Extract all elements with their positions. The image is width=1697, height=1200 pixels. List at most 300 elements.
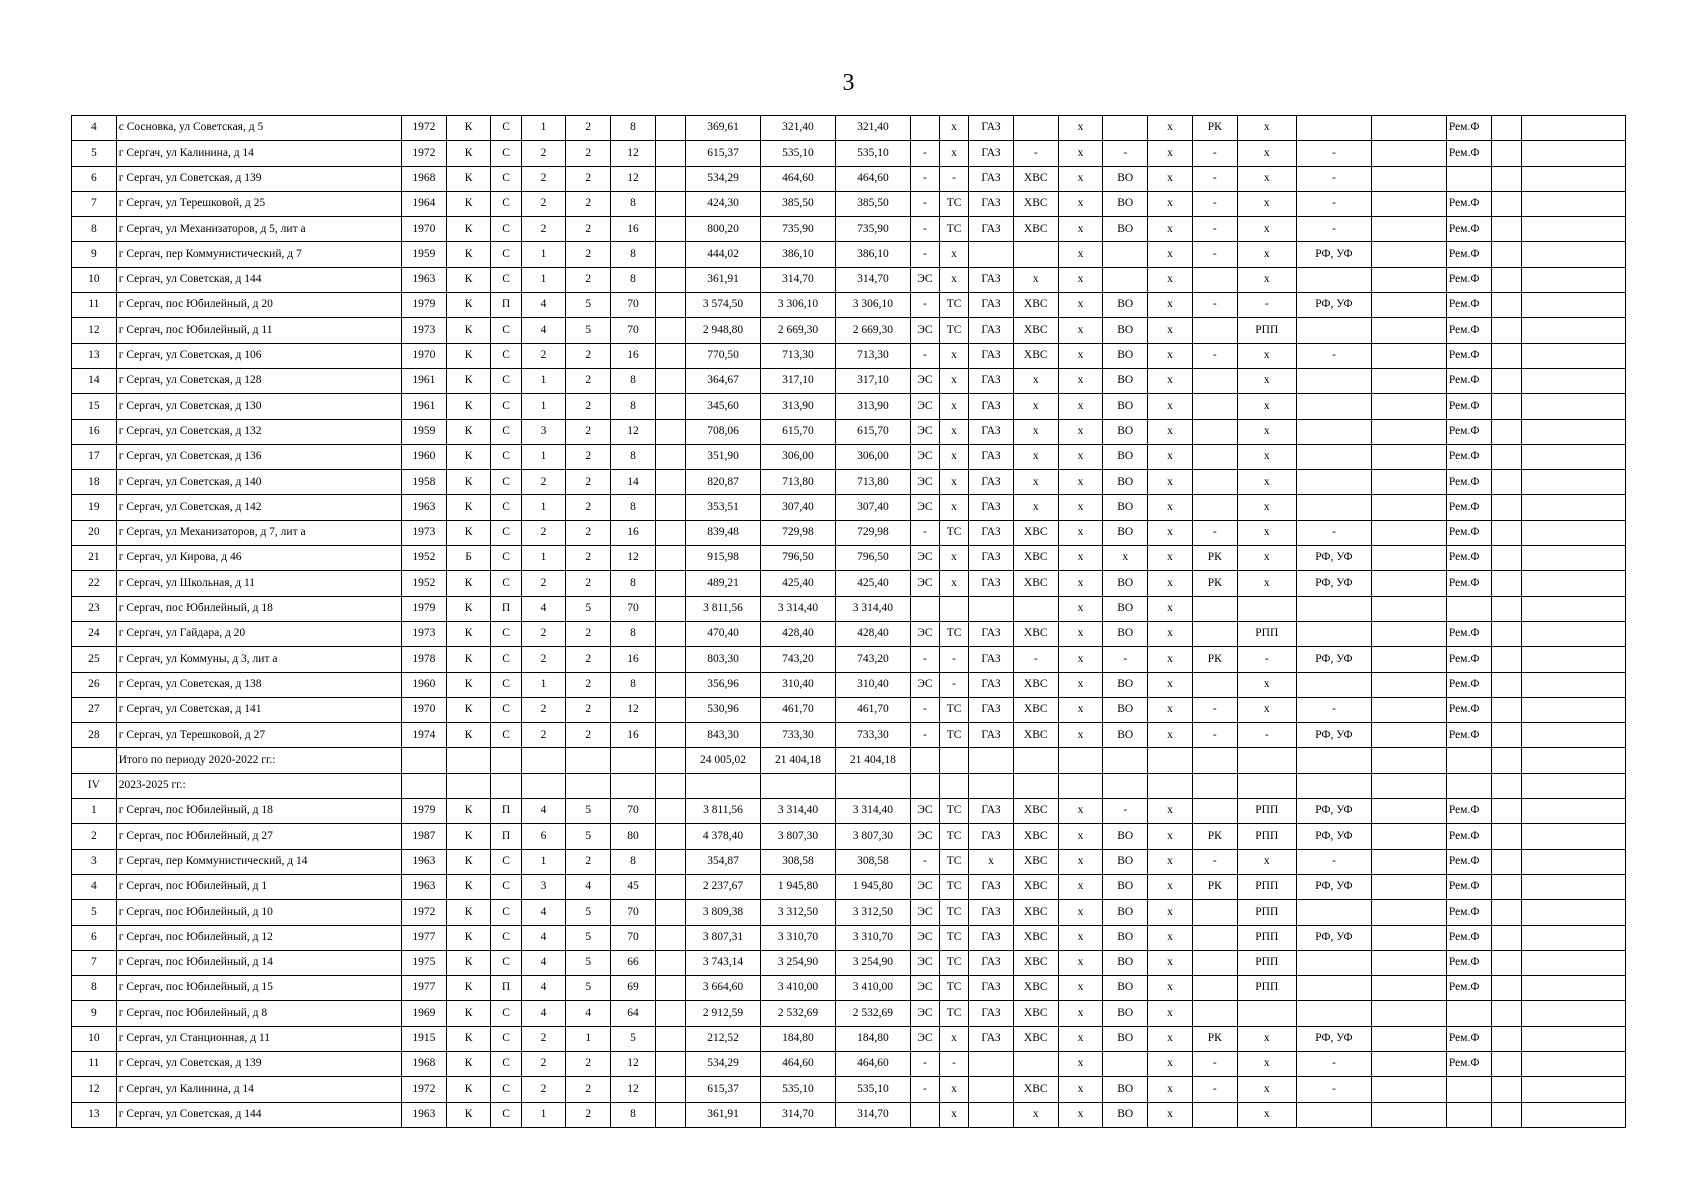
table-cell bbox=[655, 267, 685, 292]
table-cell: IV bbox=[72, 773, 117, 798]
table-cell: 4 bbox=[521, 925, 566, 950]
table-cell: х bbox=[1013, 1102, 1058, 1127]
table-cell: 317,10 bbox=[835, 368, 910, 393]
table-cell bbox=[1013, 116, 1058, 141]
table-cell: 2 bbox=[566, 141, 611, 166]
table-cell bbox=[655, 444, 685, 469]
table-cell: ЭС bbox=[910, 1026, 939, 1051]
table-row bbox=[72, 520, 1626, 545]
table-cell: К bbox=[446, 723, 491, 748]
table-cell bbox=[1491, 444, 1521, 469]
table-cell: 1963 bbox=[401, 267, 446, 292]
table-cell: ЭС bbox=[910, 571, 939, 596]
table-cell bbox=[939, 773, 968, 798]
table-cell: 1915 bbox=[401, 1026, 446, 1051]
table-cell: 7 bbox=[72, 950, 117, 975]
table-cell: 353,51 bbox=[686, 495, 761, 520]
table-cell: х bbox=[1058, 950, 1103, 975]
table-cell bbox=[1103, 267, 1148, 292]
table-cell: Рем.Ф bbox=[1446, 799, 1491, 824]
table-cell bbox=[1371, 318, 1446, 343]
table-cell bbox=[655, 976, 685, 1001]
table-cell: с Сосновка, ул Советская, д 5 bbox=[116, 116, 401, 141]
table-cell bbox=[1521, 470, 1625, 495]
table-cell: 385,50 bbox=[760, 191, 835, 216]
table-cell: 2 bbox=[566, 419, 611, 444]
table-cell bbox=[969, 242, 1014, 267]
table-cell: РПП bbox=[1237, 824, 1296, 849]
table-cell bbox=[1371, 546, 1446, 571]
table-cell: 21 404,18 bbox=[760, 748, 835, 773]
table-cell: ХВС bbox=[1013, 950, 1058, 975]
table-cell: К bbox=[446, 116, 491, 141]
table-cell: ГАЗ bbox=[969, 546, 1014, 571]
table-cell bbox=[1371, 116, 1446, 141]
table-cell: 3 312,50 bbox=[760, 900, 835, 925]
table-cell bbox=[1192, 748, 1237, 773]
table-cell bbox=[655, 647, 685, 672]
table-cell: 317,10 bbox=[760, 368, 835, 393]
table-cell: х bbox=[1013, 267, 1058, 292]
table-cell: С bbox=[491, 950, 521, 975]
table-cell: - bbox=[1192, 1077, 1237, 1102]
table-cell: 1 945,80 bbox=[760, 874, 835, 899]
table-cell: 2 bbox=[521, 520, 566, 545]
table-cell bbox=[1521, 166, 1625, 191]
table-cell bbox=[1491, 874, 1521, 899]
table-cell: - bbox=[1192, 1051, 1237, 1076]
table-cell: г Сергач, ул Советская, д 128 bbox=[116, 368, 401, 393]
table-cell bbox=[910, 748, 939, 773]
table-cell: х bbox=[1237, 672, 1296, 697]
table-cell: х bbox=[1058, 242, 1103, 267]
table-cell bbox=[1371, 773, 1446, 798]
table-cell: Рем.Ф bbox=[1446, 900, 1491, 925]
table-cell: - bbox=[1296, 849, 1371, 874]
table-cell: К bbox=[446, 242, 491, 267]
table-cell: К bbox=[446, 318, 491, 343]
table-cell: 729,98 bbox=[760, 520, 835, 545]
table-cell: 70 bbox=[611, 900, 656, 925]
table-cell: 2023-2025 гг.: bbox=[116, 773, 401, 798]
table-cell: ХВС bbox=[1013, 546, 1058, 571]
table-cell: ВО bbox=[1103, 1077, 1148, 1102]
table-cell: г Сергач, ул Советская, д 130 bbox=[116, 394, 401, 419]
table-cell: С bbox=[491, 191, 521, 216]
table-cell: г Сергач, ул Механизаторов, д 5, лит а bbox=[116, 217, 401, 242]
table-cell: х bbox=[1148, 394, 1193, 419]
table-cell: х bbox=[969, 849, 1014, 874]
table-cell bbox=[655, 368, 685, 393]
table-cell: г Сергач, пос Юбилейный, д 15 bbox=[116, 976, 401, 1001]
table-cell: - bbox=[1192, 191, 1237, 216]
table-cell bbox=[1296, 470, 1371, 495]
table-cell: - bbox=[939, 1051, 968, 1076]
table-cell bbox=[1192, 267, 1237, 292]
table-cell bbox=[1491, 419, 1521, 444]
table-cell bbox=[1521, 874, 1625, 899]
table-cell: 184,80 bbox=[760, 1026, 835, 1051]
table-cell: 1963 bbox=[401, 849, 446, 874]
table-cell: ВО bbox=[1103, 621, 1148, 646]
table-cell: К bbox=[446, 419, 491, 444]
table-cell: 1970 bbox=[401, 217, 446, 242]
table-cell: П bbox=[491, 799, 521, 824]
table-cell: - bbox=[910, 166, 939, 191]
table-row bbox=[72, 267, 1626, 292]
table-cell: г Сергач, пос Юбилейный, д 14 bbox=[116, 950, 401, 975]
table-cell: х bbox=[1237, 141, 1296, 166]
table-cell: - bbox=[1192, 723, 1237, 748]
table-cell: х bbox=[1237, 546, 1296, 571]
table-row bbox=[72, 621, 1626, 646]
table-cell: 713,30 bbox=[835, 343, 910, 368]
table-cell bbox=[655, 546, 685, 571]
table-cell bbox=[1521, 318, 1625, 343]
table-cell: ВО bbox=[1103, 596, 1148, 621]
table-cell bbox=[1521, 824, 1625, 849]
table-cell bbox=[446, 748, 491, 773]
table-cell: г Сергач, пос Юбилейный, д 12 bbox=[116, 925, 401, 950]
table-row bbox=[72, 647, 1626, 672]
table-cell bbox=[1192, 799, 1237, 824]
table-cell: К bbox=[446, 672, 491, 697]
table-cell: 9 bbox=[72, 1001, 117, 1026]
table-cell: х bbox=[1237, 697, 1296, 722]
table-cell: 2 237,67 bbox=[686, 874, 761, 899]
table-cell bbox=[521, 773, 566, 798]
table-cell: П bbox=[491, 824, 521, 849]
table-cell: г Сергач, пер Коммунистический, д 7 bbox=[116, 242, 401, 267]
table-cell: Рем.Ф bbox=[1446, 950, 1491, 975]
table-cell: х bbox=[1058, 1001, 1103, 1026]
table-cell: 1972 bbox=[401, 900, 446, 925]
table-cell bbox=[1296, 976, 1371, 1001]
table-cell: 3 743,14 bbox=[686, 950, 761, 975]
table-cell bbox=[655, 950, 685, 975]
table-cell: 8 bbox=[611, 394, 656, 419]
table-cell: 1963 bbox=[401, 1102, 446, 1127]
table-cell: 16 bbox=[611, 520, 656, 545]
table-cell bbox=[1192, 318, 1237, 343]
table-cell bbox=[1296, 596, 1371, 621]
table-cell bbox=[1192, 950, 1237, 975]
table-cell bbox=[1491, 217, 1521, 242]
table-cell: х bbox=[1237, 1077, 1296, 1102]
table-cell bbox=[655, 394, 685, 419]
table-cell: г Сергач, ул Советская, д 106 bbox=[116, 343, 401, 368]
table-cell bbox=[1371, 976, 1446, 1001]
table-cell: 12 bbox=[72, 318, 117, 343]
table-cell: 21 bbox=[72, 546, 117, 571]
table-cell: К bbox=[446, 141, 491, 166]
table-row bbox=[72, 1051, 1626, 1076]
table-cell bbox=[1296, 368, 1371, 393]
table-cell bbox=[1521, 596, 1625, 621]
table-cell: Рем.Ф bbox=[1446, 672, 1491, 697]
table-cell: РФ, УФ bbox=[1296, 799, 1371, 824]
table-cell: К bbox=[446, 217, 491, 242]
table-cell bbox=[401, 748, 446, 773]
table-cell: 1952 bbox=[401, 546, 446, 571]
table-cell: РК bbox=[1192, 647, 1237, 672]
table-cell: РФ, УФ bbox=[1296, 293, 1371, 318]
table-cell: 8 bbox=[611, 672, 656, 697]
table-cell: 2 bbox=[566, 368, 611, 393]
table-cell: 16 bbox=[611, 647, 656, 672]
table-cell: РК bbox=[1192, 874, 1237, 899]
table-cell: ТС bbox=[939, 217, 968, 242]
table-cell: ЭС bbox=[910, 976, 939, 1001]
table-cell bbox=[655, 1102, 685, 1127]
table-cell: х bbox=[1013, 419, 1058, 444]
table-cell: 5 bbox=[566, 976, 611, 1001]
table-cell bbox=[1491, 116, 1521, 141]
table-cell: х bbox=[1237, 444, 1296, 469]
table-cell bbox=[1491, 242, 1521, 267]
table-cell: ЭС bbox=[910, 368, 939, 393]
table-cell: 8 bbox=[611, 571, 656, 596]
table-cell bbox=[1491, 343, 1521, 368]
table-cell: 3 310,70 bbox=[760, 925, 835, 950]
table-cell bbox=[1491, 647, 1521, 672]
table-cell: 70 bbox=[611, 293, 656, 318]
table-cell: ТС bbox=[939, 976, 968, 1001]
table-cell bbox=[1521, 495, 1625, 520]
table-cell bbox=[1371, 368, 1446, 393]
table-cell bbox=[969, 1102, 1014, 1127]
table-cell bbox=[1148, 773, 1193, 798]
table-cell: х bbox=[1058, 141, 1103, 166]
table-cell: 386,10 bbox=[760, 242, 835, 267]
table-cell bbox=[1491, 976, 1521, 1001]
table-cell: 1961 bbox=[401, 394, 446, 419]
table-cell bbox=[655, 343, 685, 368]
table-cell: 535,10 bbox=[760, 141, 835, 166]
table-cell: х bbox=[939, 242, 968, 267]
table-cell: С bbox=[491, 1026, 521, 1051]
table-cell bbox=[1192, 419, 1237, 444]
table-cell: 2 bbox=[566, 191, 611, 216]
table-cell: 5 bbox=[566, 824, 611, 849]
table-cell: х bbox=[1237, 520, 1296, 545]
table-cell: ТС bbox=[939, 697, 968, 722]
table-cell: С bbox=[491, 697, 521, 722]
table-cell bbox=[655, 1051, 685, 1076]
table-cell bbox=[1521, 293, 1625, 318]
table-cell bbox=[1371, 697, 1446, 722]
table-cell: 1987 bbox=[401, 824, 446, 849]
table-cell: ТС bbox=[939, 318, 968, 343]
table-cell bbox=[1296, 900, 1371, 925]
table-cell: 2 bbox=[521, 1026, 566, 1051]
table-cell bbox=[1371, 394, 1446, 419]
table-cell: г Сергач, ул Станционная, д 11 bbox=[116, 1026, 401, 1051]
table-cell: 3 314,40 bbox=[835, 596, 910, 621]
table-cell: С bbox=[491, 1102, 521, 1127]
table-cell: Рем.Ф bbox=[1446, 621, 1491, 646]
table-cell: 2 bbox=[566, 849, 611, 874]
table-cell bbox=[1013, 748, 1058, 773]
table-cell: ХВС bbox=[1013, 166, 1058, 191]
table-cell: 2 bbox=[566, 343, 611, 368]
table-cell bbox=[446, 773, 491, 798]
table-cell: 534,29 bbox=[686, 166, 761, 191]
table-cell: ЭС bbox=[910, 925, 939, 950]
table-row bbox=[72, 723, 1626, 748]
table-cell: 212,52 bbox=[686, 1026, 761, 1051]
table-cell: - bbox=[910, 1051, 939, 1076]
table-cell: 530,96 bbox=[686, 697, 761, 722]
table-cell: ВО bbox=[1103, 900, 1148, 925]
table-cell: ВО bbox=[1103, 1001, 1148, 1026]
table-cell bbox=[1371, 242, 1446, 267]
table-cell: - bbox=[1237, 647, 1296, 672]
table-cell: х bbox=[1058, 849, 1103, 874]
table-cell: 4 bbox=[566, 1001, 611, 1026]
table-cell: ТС bbox=[939, 293, 968, 318]
table-cell: 1 bbox=[521, 368, 566, 393]
table-cell: 2 bbox=[521, 470, 566, 495]
table-cell: 1964 bbox=[401, 191, 446, 216]
table-cell: ВО bbox=[1103, 874, 1148, 899]
table-cell: - bbox=[1192, 217, 1237, 242]
table-cell: х bbox=[1237, 368, 1296, 393]
table-cell: К bbox=[446, 1077, 491, 1102]
table-cell bbox=[1521, 723, 1625, 748]
table-cell: К bbox=[446, 1001, 491, 1026]
table-cell: ВО bbox=[1103, 571, 1148, 596]
table-cell bbox=[1371, 1001, 1446, 1026]
table-cell bbox=[1103, 116, 1148, 141]
table-cell: ХВС bbox=[1013, 1077, 1058, 1102]
table-cell: 5 bbox=[566, 925, 611, 950]
table-cell bbox=[1521, 697, 1625, 722]
table-cell: 2 bbox=[566, 267, 611, 292]
table-cell bbox=[1521, 1051, 1625, 1076]
table-cell: ГАЗ bbox=[969, 799, 1014, 824]
table-cell: 12 bbox=[611, 419, 656, 444]
table-cell: - bbox=[939, 647, 968, 672]
table-cell: 14 bbox=[72, 368, 117, 393]
table-cell: 4 bbox=[521, 596, 566, 621]
table-cell: РФ, УФ bbox=[1296, 723, 1371, 748]
table-cell: 2 bbox=[566, 166, 611, 191]
table-cell: - bbox=[1103, 141, 1148, 166]
table-cell: 2 bbox=[566, 217, 611, 242]
table-cell bbox=[1491, 773, 1521, 798]
table-cell: РФ, УФ bbox=[1296, 824, 1371, 849]
table-cell: ТС bbox=[939, 1001, 968, 1026]
table-cell: х bbox=[1237, 849, 1296, 874]
table-cell: ЭС bbox=[910, 621, 939, 646]
table-cell: - bbox=[910, 191, 939, 216]
table-cell: РПП bbox=[1237, 900, 1296, 925]
table-cell: 534,29 bbox=[686, 1051, 761, 1076]
table-cell: х bbox=[1148, 343, 1193, 368]
table-cell bbox=[1013, 242, 1058, 267]
table-cell: г Сергач, ул Советская, д 140 bbox=[116, 470, 401, 495]
table-cell: С bbox=[491, 723, 521, 748]
table-cell bbox=[1521, 1077, 1625, 1102]
table-cell: г Сергач, ул Советская, д 139 bbox=[116, 1051, 401, 1076]
table-cell bbox=[566, 773, 611, 798]
table-cell bbox=[1192, 900, 1237, 925]
table-cell: ГАЗ bbox=[969, 267, 1014, 292]
table-cell bbox=[655, 116, 685, 141]
table-row bbox=[72, 166, 1626, 191]
table-cell: 307,40 bbox=[760, 495, 835, 520]
table-cell bbox=[1296, 116, 1371, 141]
table-cell: 1979 bbox=[401, 293, 446, 318]
table-cell: 1 bbox=[521, 242, 566, 267]
table-cell bbox=[1521, 267, 1625, 292]
table-cell: 21 404,18 bbox=[835, 748, 910, 773]
table-cell: ВО bbox=[1103, 318, 1148, 343]
table-row bbox=[72, 368, 1626, 393]
table-cell: 4 bbox=[521, 950, 566, 975]
table-cell: ВО bbox=[1103, 470, 1148, 495]
table-cell bbox=[1521, 799, 1625, 824]
table-cell bbox=[655, 470, 685, 495]
table-cell: 428,40 bbox=[835, 621, 910, 646]
table-cell bbox=[1371, 343, 1446, 368]
table-cell: Рем.Ф bbox=[1446, 191, 1491, 216]
table-cell: Рем.Ф bbox=[1446, 925, 1491, 950]
table-cell bbox=[969, 1051, 1014, 1076]
table-cell bbox=[566, 748, 611, 773]
table-cell bbox=[1521, 672, 1625, 697]
table-row bbox=[72, 824, 1626, 849]
table-cell bbox=[1491, 950, 1521, 975]
table-cell: К bbox=[446, 470, 491, 495]
table-cell: 1 bbox=[521, 444, 566, 469]
table-cell bbox=[1446, 596, 1491, 621]
table-cell: ГАЗ bbox=[969, 191, 1014, 216]
table-cell bbox=[1192, 621, 1237, 646]
table-cell: ВО bbox=[1103, 697, 1148, 722]
table-cell: Рем.Ф bbox=[1446, 116, 1491, 141]
table-cell: 11 bbox=[72, 293, 117, 318]
table-cell: 3 306,10 bbox=[835, 293, 910, 318]
table-cell: х bbox=[1013, 444, 1058, 469]
table-cell: 615,37 bbox=[686, 141, 761, 166]
table-cell: 70 bbox=[611, 799, 656, 824]
table-cell bbox=[655, 672, 685, 697]
table-cell bbox=[1103, 1051, 1148, 1076]
table-cell: х bbox=[1148, 976, 1193, 1001]
table-cell: х bbox=[1148, 1051, 1193, 1076]
table-cell: Рем.Ф bbox=[1446, 267, 1491, 292]
table-cell bbox=[1521, 546, 1625, 571]
table-cell: х bbox=[1013, 394, 1058, 419]
table-cell: 729,98 bbox=[835, 520, 910, 545]
table-cell: х bbox=[1058, 520, 1103, 545]
table-cell: К bbox=[446, 874, 491, 899]
table-cell bbox=[655, 166, 685, 191]
table-cell bbox=[1491, 748, 1521, 773]
table-cell: х bbox=[1148, 444, 1193, 469]
table-cell: 3 314,40 bbox=[760, 596, 835, 621]
table-cell: ХВС bbox=[1013, 799, 1058, 824]
table-cell: ГАЗ bbox=[969, 1026, 1014, 1051]
table-cell: 313,90 bbox=[760, 394, 835, 419]
table-cell bbox=[1491, 1051, 1521, 1076]
table-cell: х bbox=[1148, 318, 1193, 343]
table-cell: 8 bbox=[611, 495, 656, 520]
table-cell: ГАЗ bbox=[969, 293, 1014, 318]
table-cell: - bbox=[1192, 141, 1237, 166]
